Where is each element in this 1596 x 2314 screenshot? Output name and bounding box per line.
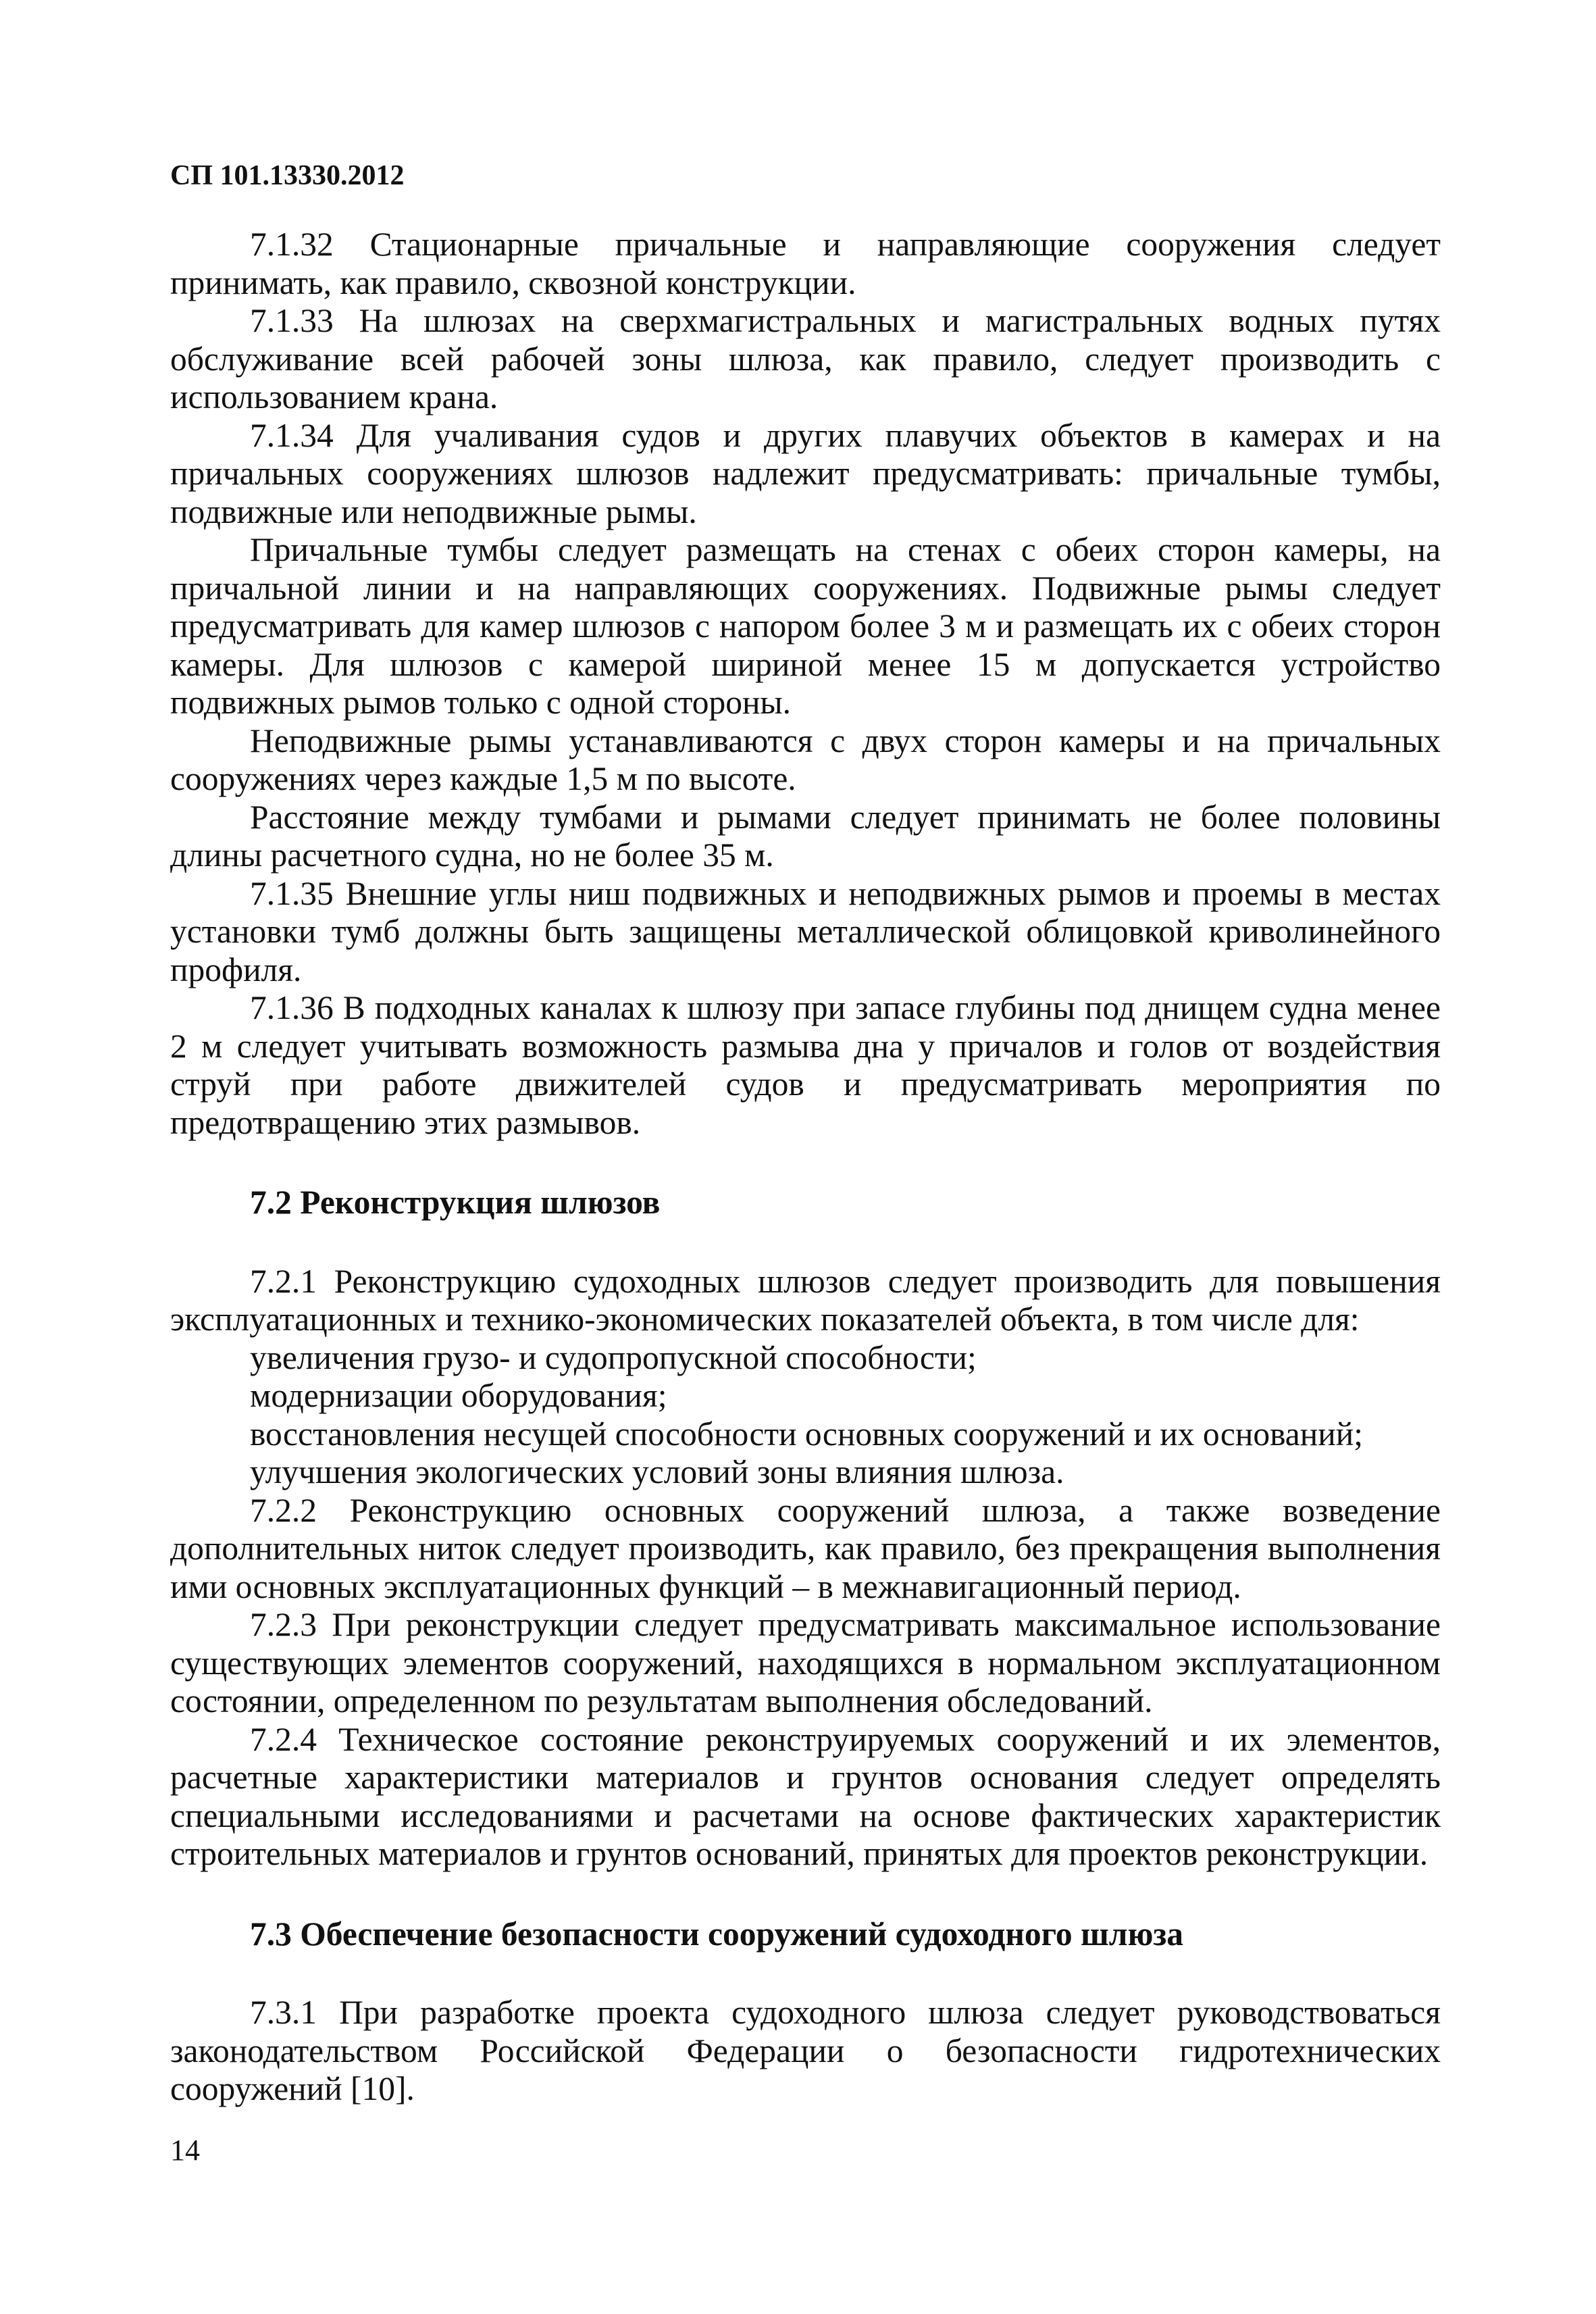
document-code: СП 101.13330.2012	[170, 160, 405, 191]
paragraph-7-1-34: 7.1.34 Для учаливания судов и других плавучих объектов в камерах и на причальных сооружениях шлюзов надлежит предусматривать: причальные тумбы, подвижные или неподвижные рымы.	[170, 416, 1441, 530]
paragraph-7-1-35: 7.1.35 Внешние углы ниш подвижных и неподвижных рымов и проемы в местах установки тумб должны быть защищены металлической облицовкой криволинейного профиля.	[170, 874, 1441, 988]
paragraph-7-2-4: 7.2.4 Техническое состояние реконструируемых сооружений и их элементов, расчетные характеристики материалов и грунтов основания следует определять специальными исследованиями и расчетами на основе фактических характеристик строительных материалов и грунтов оснований, принятых для проектов реконструкции.	[170, 1720, 1441, 1872]
paragraph-spacing: Расстояние между тумбами и рымами следует принимать не более половины длины расчетного судна, но не более 35 м.	[170, 798, 1441, 874]
page-number: 14	[170, 2134, 200, 2167]
list-item: улучшения экологических условий зоны влияния шлюза.	[250, 1453, 1064, 1490]
paragraph-7-1-36: 7.1.36 В подходных каналах к шлюзу при запасе глубины под днищем судна менее 2 м следует учитывать возможность размыва дна у причалов и голов от воздействия струй при работе движителей судов и предусматривать мероприятия по предотвращению этих размывов.	[170, 989, 1441, 1141]
list-item: восстановления несущей способности основных сооружений и их оснований;	[250, 1415, 1363, 1453]
paragraph-mooring-bollards: Причальные тумбы следует размещать на стенах с обеих сторон камеры, на причальной линии и на направляющих сооружениях. Подвижные рымы следует предусматривать для камер шлюзов с напором более 3 м и размещать их с обеих сторон камеры. Для шлюзов с камерой шириной менее 15 м допускается устройство подвижных рымов только с одной стороны.	[170, 531, 1441, 721]
section-heading-7-3: 7.3 Обеспечение безопасности сооружений судоходного шлюза	[250, 1915, 1184, 1953]
list-item: модернизации оборудования;	[250, 1377, 667, 1414]
paragraph-7-2-1: 7.2.1 Реконструкцию судоходных шлюзов следует производить для повышения эксплуатационных и технико-экономических показателей объекта, в том числе для:	[170, 1262, 1441, 1338]
section-heading-7-2: 7.2 Реконструкция шлюзов	[250, 1184, 661, 1221]
paragraph-7-3-1: 7.3.1 При разработке проекта судоходного шлюза следует руководствоваться законодательством Российской Федерации о безопасности гидротехнических сооружений [10].	[170, 1994, 1441, 2107]
paragraph-7-2-2: 7.2.2 Реконструкцию основных сооружений шлюза, а также возведение дополнительных ниток следует производить, как правило, без прекращения выполнения ими основных эксплуатационных функций – в межнавигационный период.	[170, 1491, 1441, 1605]
paragraph-fixed-rings: Неподвижные рымы устанавливаются с двух сторон камеры и на причальных сооружениях через каждые 1,5 м по высоте.	[170, 722, 1441, 797]
paragraph-7-2-3: 7.2.3 При реконструкции следует предусматривать максимальное использование существующих элементов сооружений, находящихся в нормальном эксплуатационном состоянии, определенном по результатам выполнения обследований.	[170, 1606, 1441, 1719]
list-item: увеличения грузо- и судопропускной способности;	[250, 1338, 977, 1376]
paragraph-7-1-33: 7.1.33 На шлюзах на сверхмагистральных и магистральных водных путях обслуживание всей рабочей зоны шлюза, как правило, следует производить с использованием крана.	[170, 302, 1441, 416]
document-body	[170, 226, 1441, 2109]
paragraph-7-1-32: 7.1.32 Стационарные причальные и направляющие сооружения следует принимать, как правило, сквозной конструкции.	[170, 226, 1441, 301]
